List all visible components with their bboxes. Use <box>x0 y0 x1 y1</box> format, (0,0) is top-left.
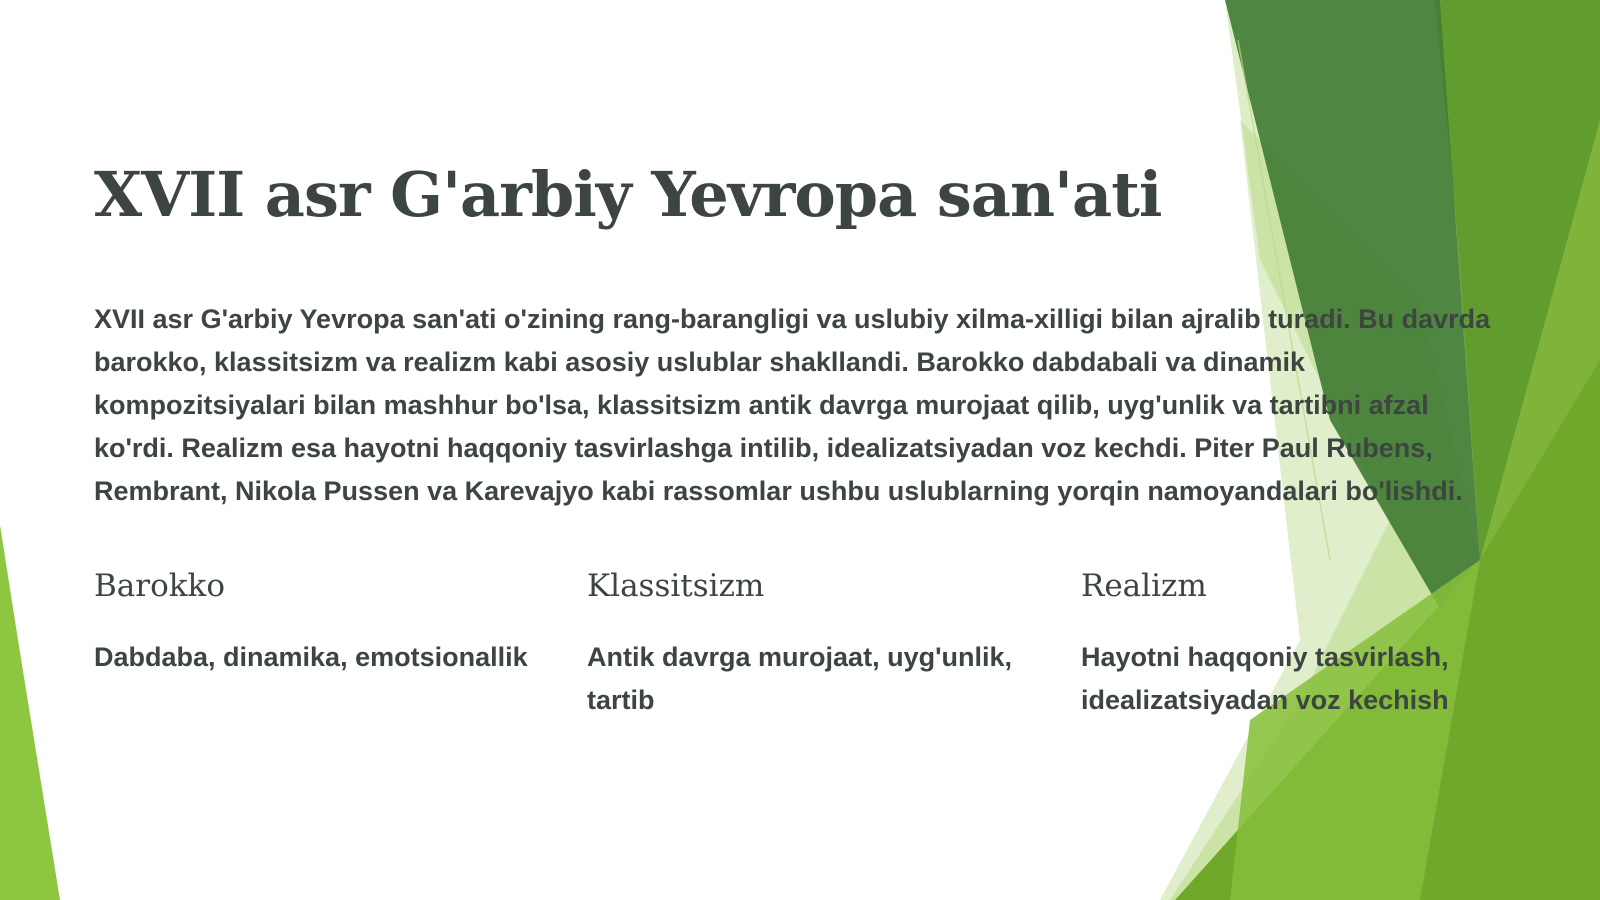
column-text: Antik davrga murojaat, uyg'unlik, tartib <box>587 642 1012 715</box>
column-heading: Barokko <box>94 568 225 604</box>
left-edge-facet <box>0 525 60 900</box>
column-klassitsizm <box>587 566 1027 722</box>
column-heading: Realizm <box>1081 568 1207 604</box>
column-realizm <box>1081 566 1521 722</box>
slide-title: XVII asr G'arbiy Yevropa san'ati <box>94 158 1162 231</box>
intro-paragraph: XVII asr G'arbiy Yevropa san'ati o'zining rang-barangligi va uslubiy xilma-xilligi bilan ajralib turadi. Bu davrda barokko, klassitsizm va realizm kabi asosiy uslublar shakllandi. Barokko dabdabali va dinamik kompozitsiyalari bilan mashhur bo'lsa, klassitsizm antik davrga murojaat qilib, uyg'unlik va tartibni afzal ko'rdi. Realizm esa hayotni haqqoniy tasvirlashga intilib, idealizatsiyadan voz kechdi. Piter Paul Rubens, Rembrant, Nikola Pussen va Karevajyo kabi rassomlar ushbu uslublarning yorqin namoyandalari bo'lishdi. <box>94 304 1491 506</box>
column-text: Dabdaba, dinamika, emotsionallik <box>94 642 528 672</box>
column-heading: Klassitsizm <box>587 568 765 604</box>
column-text: Hayotni haqqoniy tasvirlash, idealizatsiyadan voz kechish <box>1081 642 1449 715</box>
column-barokko <box>94 566 534 679</box>
